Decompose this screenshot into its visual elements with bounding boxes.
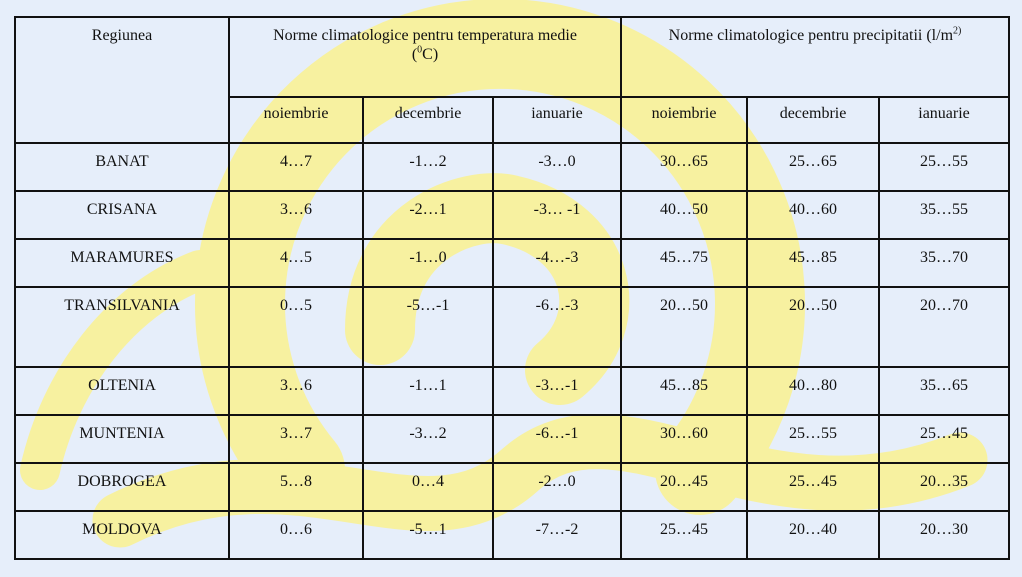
value-cell: 45…85	[621, 367, 747, 415]
value-cell: 20…30	[879, 511, 1009, 559]
value-cell: 45…85	[747, 239, 879, 287]
month-header: noiembrie	[229, 97, 363, 143]
value-cell: 35…55	[879, 191, 1009, 239]
temperature-unit-open: (	[411, 46, 418, 63]
value-cell: 20…50	[747, 287, 879, 367]
value-cell: -3…0	[493, 143, 621, 191]
value-cell: -4…-3	[493, 239, 621, 287]
value-cell: 40…80	[747, 367, 879, 415]
value-cell: 25…45	[879, 415, 1009, 463]
precipitation-group-header	[621, 17, 1009, 97]
value-cell: 40…60	[747, 191, 879, 239]
value-cell: 20…45	[621, 463, 747, 511]
value-cell: 3…6	[229, 191, 363, 239]
table-row	[15, 191, 1009, 239]
value-cell: 35…70	[879, 239, 1009, 287]
table-row	[15, 239, 1009, 287]
climate-table-container	[14, 16, 1010, 560]
value-cell: 5…8	[229, 463, 363, 511]
precipitation-group-label: Norme climatologice pentru precipitatii (l/m	[668, 27, 954, 44]
value-cell: -1…2	[363, 143, 493, 191]
climate-norms-table	[14, 16, 1010, 560]
value-cell: -6…-3	[493, 287, 621, 367]
value-cell: 3…6	[229, 367, 363, 415]
region-header-label: Regiunea	[91, 27, 153, 44]
value-cell: 20…50	[621, 287, 747, 367]
table-row	[15, 415, 1009, 463]
value-cell: -1…0	[363, 239, 493, 287]
value-cell: 25…55	[879, 143, 1009, 191]
table-row	[15, 367, 1009, 415]
month-header: noiembrie	[621, 97, 747, 143]
region-cell: OLTENIA	[15, 367, 229, 415]
region-cell: MOLDOVA	[15, 511, 229, 559]
value-cell: 4…5	[229, 239, 363, 287]
temperature-unit-close: C)	[422, 46, 439, 63]
value-cell: 25…45	[621, 511, 747, 559]
month-header: decembrie	[363, 97, 493, 143]
value-cell: 0…6	[229, 511, 363, 559]
region-cell: DOBROGEA	[15, 463, 229, 511]
value-cell: 0…4	[363, 463, 493, 511]
month-header: decembrie	[747, 97, 879, 143]
table-row	[15, 463, 1009, 511]
value-cell: -3…-1	[493, 367, 621, 415]
month-header: ianuarie	[493, 97, 621, 143]
region-cell: CRISANA	[15, 191, 229, 239]
value-cell: 0…5	[229, 287, 363, 367]
region-cell: MUNTENIA	[15, 415, 229, 463]
value-cell: 3…7	[229, 415, 363, 463]
value-cell: -6…-1	[493, 415, 621, 463]
value-cell: 25…45	[747, 463, 879, 511]
value-cell: 35…65	[879, 367, 1009, 415]
value-cell: 25…65	[747, 143, 879, 191]
temperature-unit-sup: 0	[417, 44, 423, 56]
value-cell: -5…-1	[363, 287, 493, 367]
value-cell: -3…2	[363, 415, 493, 463]
value-cell: 30…65	[621, 143, 747, 191]
region-header	[15, 17, 229, 143]
value-cell: -1…1	[363, 367, 493, 415]
value-cell: 20…40	[747, 511, 879, 559]
value-cell: 25…55	[747, 415, 879, 463]
month-header: ianuarie	[879, 97, 1009, 143]
value-cell: 30…60	[621, 415, 747, 463]
value-cell: 40…50	[621, 191, 747, 239]
value-cell: 20…70	[879, 287, 1009, 367]
header-row-groups	[15, 17, 1009, 97]
region-cell: TRANSILVANIA	[15, 287, 229, 367]
region-cell: BANAT	[15, 143, 229, 191]
value-cell: 45…75	[621, 239, 747, 287]
value-cell: -2…0	[493, 463, 621, 511]
table-row	[15, 287, 1009, 367]
value-cell: -3… -1	[493, 191, 621, 239]
temperature-group-header	[229, 17, 621, 97]
table-row	[15, 143, 1009, 191]
precipitation-unit-sup: 2)	[953, 25, 962, 37]
temperature-group-label: Norme climatologice pentru temperatura medie	[273, 27, 577, 44]
value-cell: -2…1	[363, 191, 493, 239]
table-row	[15, 511, 1009, 559]
value-cell: -5…1	[363, 511, 493, 559]
value-cell: 4…7	[229, 143, 363, 191]
value-cell: -7…-2	[493, 511, 621, 559]
value-cell: 20…35	[879, 463, 1009, 511]
region-cell: MARAMURES	[15, 239, 229, 287]
